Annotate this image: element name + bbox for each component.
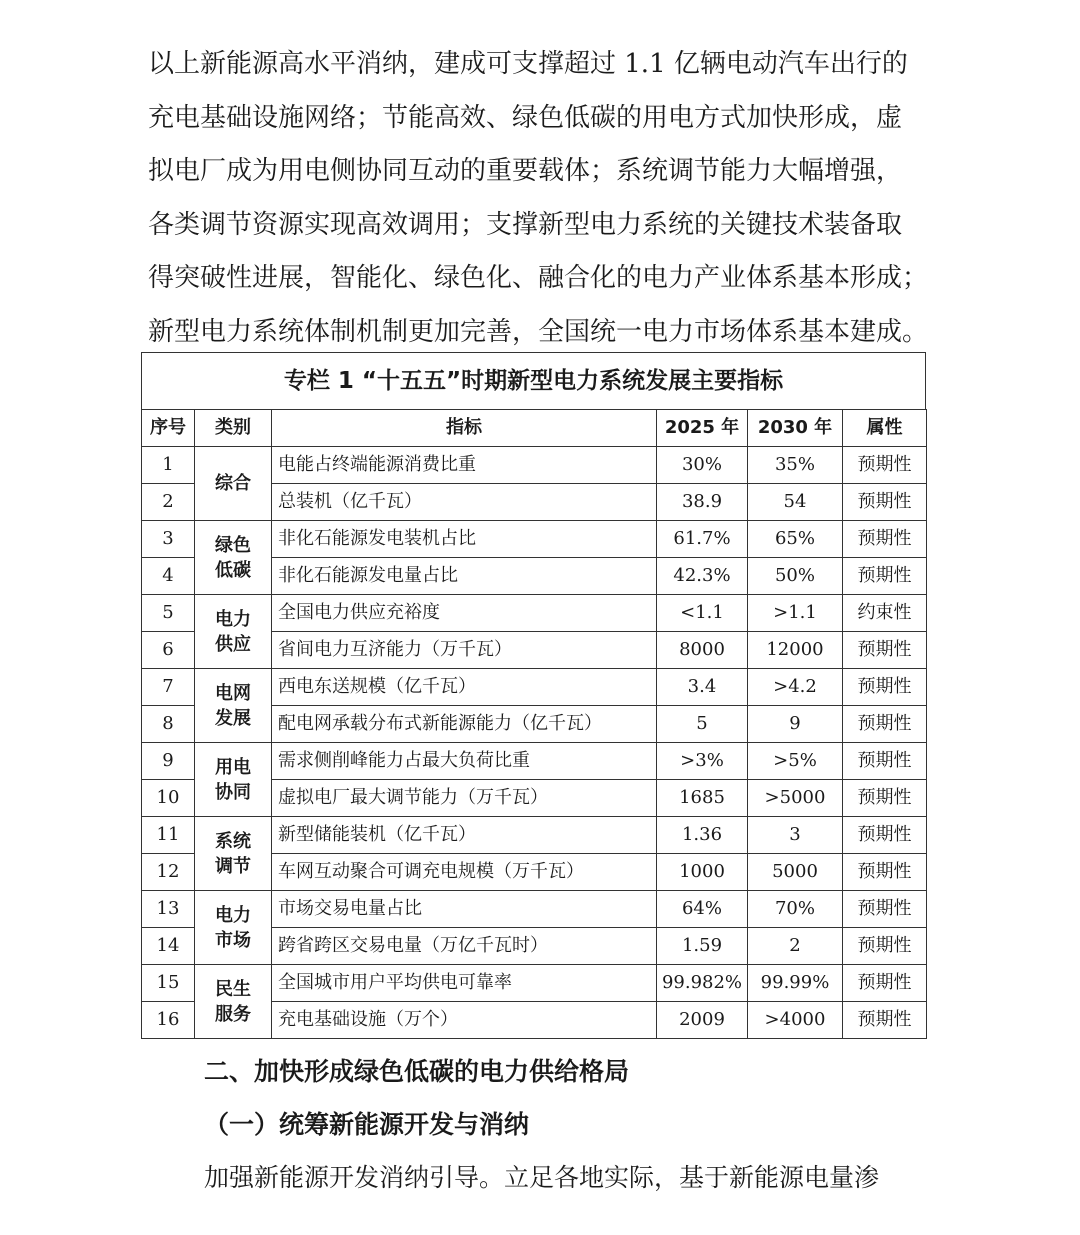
value-2025: 1.59 (657, 928, 748, 965)
row-number: 1 (142, 447, 195, 484)
value-2025: 64% (657, 891, 748, 928)
indicator-name: 非化石能源发电量占比 (272, 558, 657, 595)
value-2030: 70% (748, 891, 843, 928)
intro-line: 拟电厂成为用电侧协同互动的重要载体；系统调节能力大幅增强， (148, 156, 903, 186)
value-2025: 42.3% (657, 558, 748, 595)
value-2025: 8000 (657, 632, 748, 669)
value-2025: 30% (657, 447, 748, 484)
attribute: 预期性 (843, 1002, 927, 1039)
indicator-name: 充电基础设施（万个） (272, 1002, 657, 1039)
subsection-heading: （一）统筹新能源开发与消纳 (204, 1110, 530, 1139)
table-row (142, 817, 927, 854)
intro-line: 得突破性进展，智能化、绿色化、融合化的电力产业体系基本形成； (148, 263, 929, 293)
row-number: 12 (142, 854, 195, 891)
attribute: 预期性 (843, 669, 927, 706)
value-2025: <1.1 (657, 595, 748, 632)
row-number: 14 (142, 928, 195, 965)
header-no: 序号 (142, 410, 195, 447)
value-2030: 35% (748, 447, 843, 484)
table-row (142, 669, 927, 706)
value-2025: 38.9 (657, 484, 748, 521)
value-2030: 5000 (748, 854, 843, 891)
table-row (142, 447, 927, 484)
row-number: 16 (142, 1002, 195, 1039)
table-row (142, 521, 927, 558)
row-number: 13 (142, 891, 195, 928)
value-2025: 1685 (657, 780, 748, 817)
value-2030: >4000 (748, 1002, 843, 1039)
category-cell: 综合 (195, 447, 272, 521)
row-number: 8 (142, 706, 195, 743)
category-cell: 民生服务 (195, 965, 272, 1039)
row-number: 7 (142, 669, 195, 706)
table-row (142, 965, 927, 1002)
attribute: 预期性 (843, 743, 927, 780)
row-number: 4 (142, 558, 195, 595)
category-cell: 绿色低碳 (195, 521, 272, 595)
category-cell: 电网发展 (195, 669, 272, 743)
attribute: 预期性 (843, 484, 927, 521)
box-title: 专栏 1 “十五五”时期新型电力系统发展主要指标 (141, 352, 926, 409)
table-row (142, 595, 927, 632)
attribute: 预期性 (843, 447, 927, 484)
attribute: 预期性 (843, 854, 927, 891)
intro-paragraph (148, 38, 948, 359)
value-2030: >4.2 (748, 669, 843, 706)
category-cell: 电力供应 (195, 595, 272, 669)
indicator-name: 市场交易电量占比 (272, 891, 657, 928)
value-2030: 54 (748, 484, 843, 521)
value-2030: 12000 (748, 632, 843, 669)
header-attribute: 属性 (843, 410, 927, 447)
indicator-name: 全国城市用户平均供电可靠率 (272, 965, 657, 1002)
header-2025: 2025 年 (657, 410, 748, 447)
header-indicator: 指标 (272, 410, 657, 447)
intro-line: 以上新能源高水平消纳，建成可支撑超过 1.1 亿辆电动汽车出行的 (148, 49, 908, 79)
intro-line: 充电基础设施网络；节能高效、绿色低碳的用电方式加快形成，虚 (148, 102, 903, 133)
closing-paragraph: 加强新能源开发消纳引导。立足各地实际，基于新能源电量渗 (204, 1163, 880, 1192)
value-2030: >5% (748, 743, 843, 780)
value-2025: 2009 (657, 1002, 748, 1039)
indicator-name: 需求侧削峰能力占最大负荷比重 (272, 743, 657, 780)
table-header-row (142, 410, 927, 447)
indicator-name: 跨省跨区交易电量（万亿千瓦时） (272, 928, 657, 965)
table-body (142, 447, 927, 1039)
indicator-name: 总装机（亿千瓦） (272, 484, 657, 521)
attribute: 预期性 (843, 521, 927, 558)
indicator-name: 非化石能源发电装机占比 (272, 521, 657, 558)
intro-line: 新型电力系统体制机制更加完善，全国统一电力市场体系基本建成。 (148, 316, 929, 347)
row-number: 9 (142, 743, 195, 780)
value-2025: 1.36 (657, 817, 748, 854)
attribute: 预期性 (843, 891, 927, 928)
category-cell: 电力市场 (195, 891, 272, 965)
value-2030: >1.1 (748, 595, 843, 632)
attribute: 预期性 (843, 928, 927, 965)
value-2025: 5 (657, 706, 748, 743)
attribute: 预期性 (843, 780, 927, 817)
indicator-name: 省间电力互济能力（万千瓦） (272, 632, 657, 669)
indicator-table (141, 409, 927, 1039)
value-2025: 3.4 (657, 669, 748, 706)
attribute: 预期性 (843, 558, 927, 595)
attribute: 预期性 (843, 817, 927, 854)
header-category: 类别 (195, 410, 272, 447)
value-2030: 3 (748, 817, 843, 854)
row-number: 3 (142, 521, 195, 558)
table-row (142, 743, 927, 780)
attribute: 预期性 (843, 965, 927, 1002)
indicator-name: 电能占终端能源消费比重 (272, 447, 657, 484)
category-cell: 用电协同 (195, 743, 272, 817)
value-2030: 65% (748, 521, 843, 558)
value-2030: 9 (748, 706, 843, 743)
category-cell: 系统调节 (195, 817, 272, 891)
value-2025: 99.982% (657, 965, 748, 1002)
row-number: 10 (142, 780, 195, 817)
row-number: 5 (142, 595, 195, 632)
value-2030: >5000 (748, 780, 843, 817)
section-heading: 二、加快形成绿色低碳的电力供给格局 (204, 1057, 630, 1086)
indicator-name: 新型储能装机（亿千瓦） (272, 817, 657, 854)
value-2030: 50% (748, 558, 843, 595)
value-2025: 1000 (657, 854, 748, 891)
row-number: 2 (142, 484, 195, 521)
intro-line: 各类调节资源实现高效调用；支撑新型电力系统的关键技术装备取 (148, 209, 903, 240)
indicator-name: 车网互动聚合可调充电规模（万千瓦） (272, 854, 657, 891)
attribute: 约束性 (843, 595, 927, 632)
indicator-name: 配电网承载分布式新能源能力（亿千瓦） (272, 706, 657, 743)
row-number: 6 (142, 632, 195, 669)
value-2025: 61.7% (657, 521, 748, 558)
value-2030: 2 (748, 928, 843, 965)
row-number: 11 (142, 817, 195, 854)
header-2030: 2030 年 (748, 410, 843, 447)
indicator-name: 西电东送规模（亿千瓦） (272, 669, 657, 706)
attribute: 预期性 (843, 632, 927, 669)
row-number: 15 (142, 965, 195, 1002)
indicator-name: 虚拟电厂最大调节能力（万千瓦） (272, 780, 657, 817)
attribute: 预期性 (843, 706, 927, 743)
value-2030: 99.99% (748, 965, 843, 1002)
table-row (142, 891, 927, 928)
value-2025: >3% (657, 743, 748, 780)
indicator-name: 全国电力供应充裕度 (272, 595, 657, 632)
